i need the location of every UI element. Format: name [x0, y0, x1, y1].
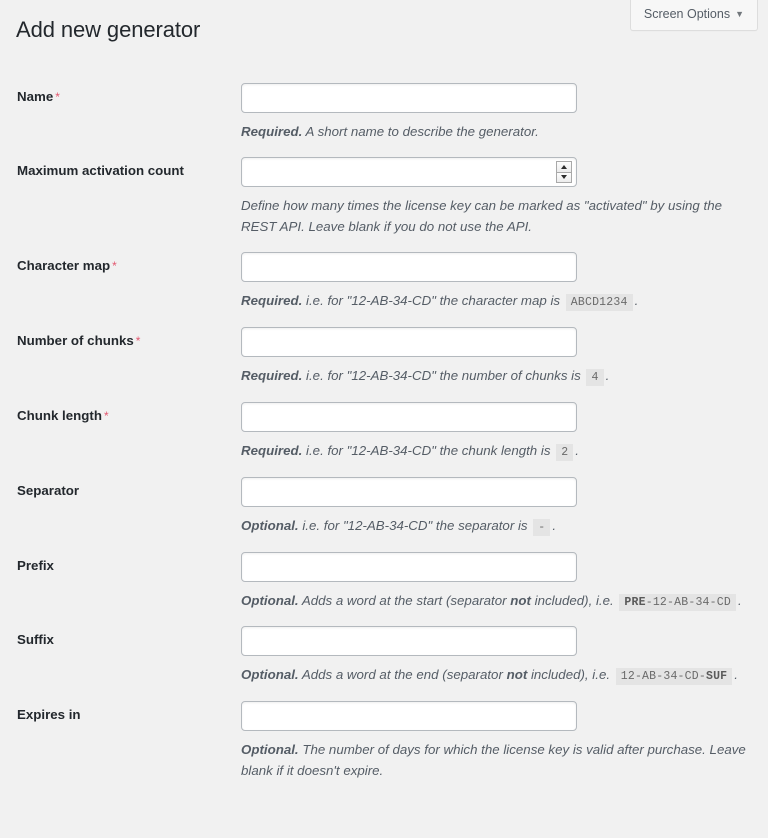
- field-cell-suffix: [241, 611, 768, 686]
- description-code: -: [533, 519, 550, 536]
- description-emphasis: not: [510, 592, 531, 608]
- description-code: 12-AB-34-CD-SUF: [616, 668, 733, 685]
- field-label-text: Number of chunks: [17, 333, 134, 349]
- page-title: Add new generator: [16, 17, 201, 42]
- field-label-chunk_length: [0, 387, 241, 462]
- description-code: PRE-12-AB-34-CD: [619, 594, 736, 611]
- field-cell-expires_in: [241, 686, 768, 781]
- required-asterisk: *: [112, 259, 117, 274]
- input-number_of_chunks[interactable]: [241, 327, 577, 357]
- field-label-text: Prefix: [17, 557, 54, 573]
- field-cell-number_of_chunks: [241, 312, 768, 387]
- field-label-text: Name: [17, 88, 54, 104]
- code-bold-part: SUF: [705, 670, 728, 684]
- code-bold-part: PRE: [624, 595, 646, 609]
- form-row: [0, 686, 768, 781]
- input-prefix[interactable]: [241, 552, 577, 582]
- spinner-down-icon[interactable]: [556, 172, 572, 184]
- field-description-number_of_chunks: Required. i.e. for "12-AB-34-CD" the number of chunks is 4 .: [241, 368, 610, 385]
- field-label-character_map: [0, 237, 241, 312]
- description-code: 2: [556, 444, 573, 461]
- description-lead: Required.: [241, 293, 303, 309]
- number-input-wrapper: [241, 157, 577, 187]
- description-code: 4: [586, 369, 603, 386]
- field-description-separator: Optional. i.e. for "12-AB-34-CD" the separator is - .: [241, 517, 557, 534]
- field-description-name: Required. A short name to describe the generator.: [241, 123, 539, 139]
- chevron-down-icon: ▼: [735, 9, 744, 19]
- form-row: [0, 462, 768, 537]
- description-lead: Optional.: [241, 517, 299, 533]
- field-label-expires_in: [0, 686, 241, 781]
- number-spinner[interactable]: [556, 161, 572, 183]
- field-label-text: Chunk length: [17, 408, 102, 424]
- description-lead: Optional.: [241, 592, 299, 608]
- field-cell-character_map: [241, 237, 768, 312]
- input-maximum_activation_count[interactable]: [241, 157, 577, 187]
- form-row: [0, 68, 768, 143]
- required-asterisk: *: [55, 89, 60, 104]
- description-lead: Optional.: [241, 742, 299, 758]
- field-label-prefix: [0, 537, 241, 612]
- description-code: ABCD1234: [566, 294, 633, 311]
- form-row: [0, 312, 768, 387]
- form-row: [0, 142, 768, 237]
- field-description-expires_in: Optional. The number of days for which the license key is valid after purchase. Leave blank if it doesn't expire.: [241, 742, 746, 778]
- screen-options-button[interactable]: [630, 0, 758, 31]
- field-description-maximum_activation_count: Define how many times the license key can be marked as "activated" by using the REST API. Leave blank if you do not use the API.: [241, 198, 722, 234]
- description-lead: Required.: [241, 443, 303, 459]
- input-chunk_length[interactable]: [241, 402, 577, 432]
- field-label-text: Separator: [17, 482, 80, 498]
- description-emphasis: not: [506, 667, 528, 683]
- input-name[interactable]: [241, 83, 577, 113]
- form-row: [0, 611, 768, 686]
- field-cell-separator: [241, 462, 768, 537]
- field-label-text: Character map: [17, 258, 111, 274]
- screen-meta-links: [630, 0, 758, 31]
- field-description-suffix: Optional. Adds a word at the end (separator not included), i.e. 12-AB-34-CD-SUF .: [241, 667, 738, 684]
- input-character_map[interactable]: [241, 252, 577, 282]
- description-lead: Required.: [241, 368, 303, 384]
- generator-form-table: [0, 68, 768, 782]
- required-asterisk: *: [135, 334, 141, 349]
- field-cell-chunk_length: [241, 387, 768, 462]
- field-label-name: [0, 68, 241, 143]
- input-suffix[interactable]: [241, 626, 577, 656]
- field-cell-prefix: [241, 537, 768, 612]
- field-description-chunk_length: Required. i.e. for "12-AB-34-CD" the chunk length is 2 .: [241, 443, 579, 460]
- required-asterisk: *: [103, 409, 109, 424]
- screen-options-label: Screen Options: [643, 7, 731, 21]
- form-row: [0, 387, 768, 462]
- field-label-text: Maximum activation count: [17, 163, 184, 179]
- form-row: [0, 537, 768, 612]
- input-separator[interactable]: [241, 477, 577, 507]
- field-cell-name: [241, 68, 768, 143]
- field-cell-maximum_activation_count: [241, 142, 768, 237]
- field-description-prefix: Optional. Adds a word at the start (separator not included), i.e. PRE-12-AB-34-CD .: [241, 592, 742, 609]
- field-label-text: Suffix: [17, 632, 54, 648]
- description-lead: Optional.: [241, 667, 299, 683]
- field-description-character_map: Required. i.e. for "12-AB-34-CD" the character map is ABCD1234 .: [241, 293, 639, 310]
- field-label-suffix: [0, 611, 241, 686]
- field-label-maximum_activation_count: [0, 142, 241, 237]
- add-generator-form: [0, 68, 768, 782]
- field-label-text: Expires in: [17, 707, 81, 723]
- input-expires_in[interactable]: [241, 701, 577, 731]
- spinner-up-icon[interactable]: [556, 161, 572, 172]
- field-label-separator: [0, 462, 241, 537]
- description-lead: Required.: [241, 123, 303, 139]
- field-label-number_of_chunks: [0, 312, 241, 387]
- form-row: [0, 237, 768, 312]
